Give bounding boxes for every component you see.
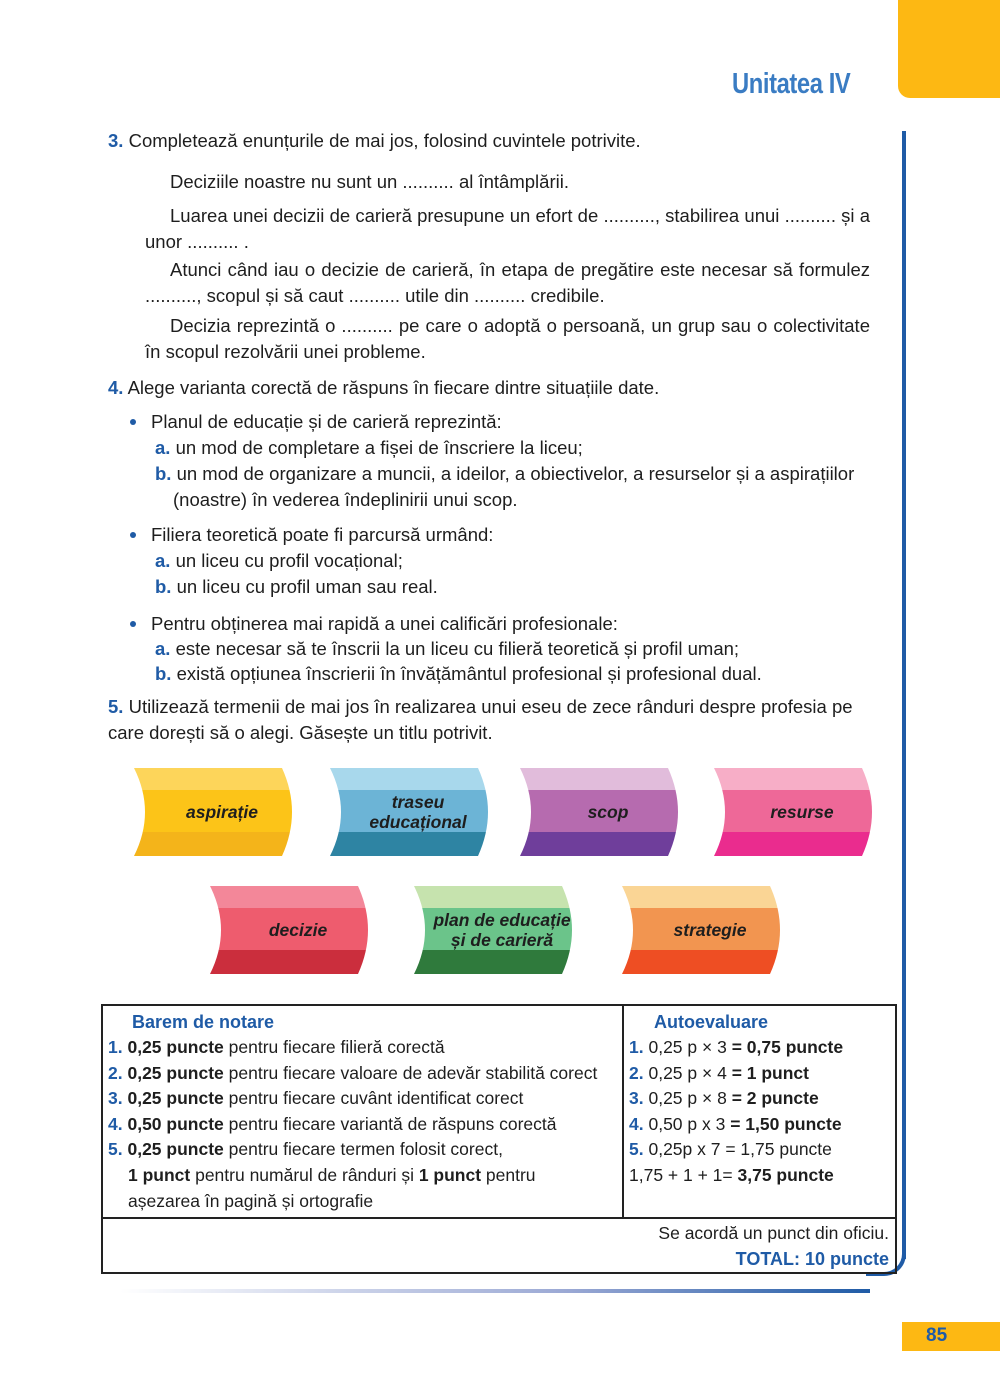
grading-row-continuation: 1 punct pentru numărul de rânduri și 1 punct pentru	[128, 1165, 536, 1185]
term-label: traseu educațional	[369, 792, 467, 832]
exercise-3-sentence: Decizia reprezintă o .......... pe care o adoptă o persoană, un grup sau o colectivitate în scopul rezolvării unei probleme.	[145, 315, 870, 362]
option-letter: a.	[155, 638, 171, 659]
exercise-3-sentence: Atunci când iau o decizie de carieră, în etapa de pregătire este necesar să formulez .........., scopul și să caut .......... utile din .......... credibile.	[145, 259, 870, 306]
answer-option	[155, 435, 583, 461]
exercise-prompt-text: Alege varianta corectă de răspuns în fiecare dintre situațiile date.	[127, 377, 660, 398]
answer-option	[155, 636, 739, 662]
term-label: plan de educație și de carieră	[433, 910, 571, 950]
grading-table	[101, 1004, 897, 1274]
self-evaluation-row: 3. 0,25 p × 8 = 2 puncte	[629, 1088, 819, 1108]
grading-row: 1. 0,25 puncte pentru fiecare filieră corectă	[108, 1037, 445, 1057]
exercise-number: 4.	[108, 377, 124, 398]
total-points: TOTAL: 10 puncte	[735, 1249, 889, 1269]
grading-row: 5. 0,25 puncte pentru fiecare termen folosit corect,	[108, 1139, 503, 1159]
table-row-divider	[103, 1217, 895, 1219]
term-pill	[206, 886, 378, 974]
page-number-tab	[902, 1322, 1000, 1351]
grading-row: 2. 0,25 puncte pentru fiecare valoare de adevăr stabilită corect	[108, 1062, 598, 1083]
question-stem: Pentru obținerea mai rapidă a unei calificări profesionale:	[151, 613, 618, 634]
term-pill	[410, 886, 582, 974]
self-evaluation-row: 2. 0,25 p × 4 = 1 punct	[629, 1062, 809, 1083]
grading-header: Barem de notare	[132, 1012, 275, 1032]
question-stem: Planul de educație și de carieră reprezintă:	[151, 411, 502, 432]
question-stem: Filiera teoretică poate fi parcursă urmând:	[151, 524, 494, 545]
term-label: scop	[587, 802, 629, 822]
self-evaluation-row: 5. 0,25p x 7 = 1,75 puncte	[629, 1139, 832, 1159]
term-label: resurse	[770, 802, 834, 822]
option-letter: b.	[155, 663, 172, 684]
option-letter: a.	[155, 437, 171, 458]
exercise-number: 3.	[108, 130, 124, 151]
exercise-number: 5.	[108, 696, 124, 717]
option-letter: b.	[155, 463, 172, 484]
term-label: decizie	[268, 920, 328, 940]
answer-option	[155, 548, 403, 574]
self-evaluation-sum: 1,75 + 1 + 1= 3,75 puncte	[629, 1165, 834, 1185]
page-frame-right	[902, 131, 906, 1259]
self-evaluation-row: 1. 0,25 p × 3 = 0,75 puncte	[629, 1037, 844, 1057]
grading-row: 3. 0,25 puncte pentru fiecare cuvânt identificat corect	[108, 1088, 524, 1108]
term-pill	[326, 768, 498, 856]
bullet-icon	[130, 532, 136, 538]
option-letter: a.	[155, 550, 171, 571]
option-letter: b.	[155, 576, 172, 597]
option-text: un mod de completare a fișei de înscriere la liceu;	[175, 437, 583, 458]
unit-title: Unitatea IV	[732, 68, 851, 100]
option-text: un liceu cu profil uman sau real.	[176, 576, 438, 597]
exercise-prompt-text: Completează enunțurile de mai jos, folosind cuvintele potrivite.	[128, 130, 641, 151]
corner-tab	[898, 0, 1000, 98]
page-number: 85	[926, 1325, 948, 1346]
option-text: un mod de organizare a muncii, a ideilor, a obiectivelor, a resurselor și a aspirațiilor (noastre) în vederea îndeplinirii unui scop.	[173, 463, 855, 510]
exercise-5-prompt	[108, 694, 893, 746]
self-evaluation-header: Autoevaluare	[654, 1012, 769, 1032]
exercise-4-prompt	[108, 375, 659, 401]
term-pill	[516, 768, 688, 856]
option-text: un liceu cu profil vocațional;	[175, 550, 403, 571]
official-point-note: Se acordă un punct din oficiu.	[658, 1223, 889, 1243]
term-pill	[130, 768, 302, 856]
table-column-divider	[622, 1006, 624, 1217]
bullet-icon	[130, 621, 136, 627]
option-text: există opțiunea înscrierii în învățământul profesional și profesional dual.	[176, 663, 762, 684]
exercise-3-sentence: Luarea unei decizii de carieră presupune un efort de .........., stabilirea unui .......... și a unor .......... .	[145, 205, 870, 252]
grading-row: 4. 0,50 puncte pentru fiecare variantă de răspuns corectă	[108, 1113, 557, 1134]
exercise-3-prompt	[108, 128, 641, 154]
term-label: aspirație	[186, 802, 258, 822]
term-label: strategie	[673, 920, 747, 940]
answer-option	[155, 574, 438, 600]
exercise-prompt-text: Utilizează termenii de mai jos în realizarea unui eseu de zece rânduri despre profesia pe care dorești să o alegi. Găsește un titlu potrivit.	[108, 696, 853, 743]
option-text: este necesar să te înscrii la un liceu cu filieră teoretică și profil uman;	[175, 638, 740, 659]
grading-row-continuation: așezarea în pagină și ortografie	[128, 1191, 374, 1211]
bullet-icon	[130, 419, 136, 425]
answer-option	[155, 461, 913, 513]
term-pill	[710, 768, 882, 856]
exercise-3-sentence: Deciziile noastre nu sunt un .......... al întâmplării.	[170, 171, 569, 192]
term-pill	[618, 886, 790, 974]
self-evaluation-row: 4. 0,50 p x 3 = 1,50 puncte	[629, 1113, 842, 1134]
page-frame-bottom	[120, 1289, 870, 1293]
answer-option	[155, 661, 762, 687]
